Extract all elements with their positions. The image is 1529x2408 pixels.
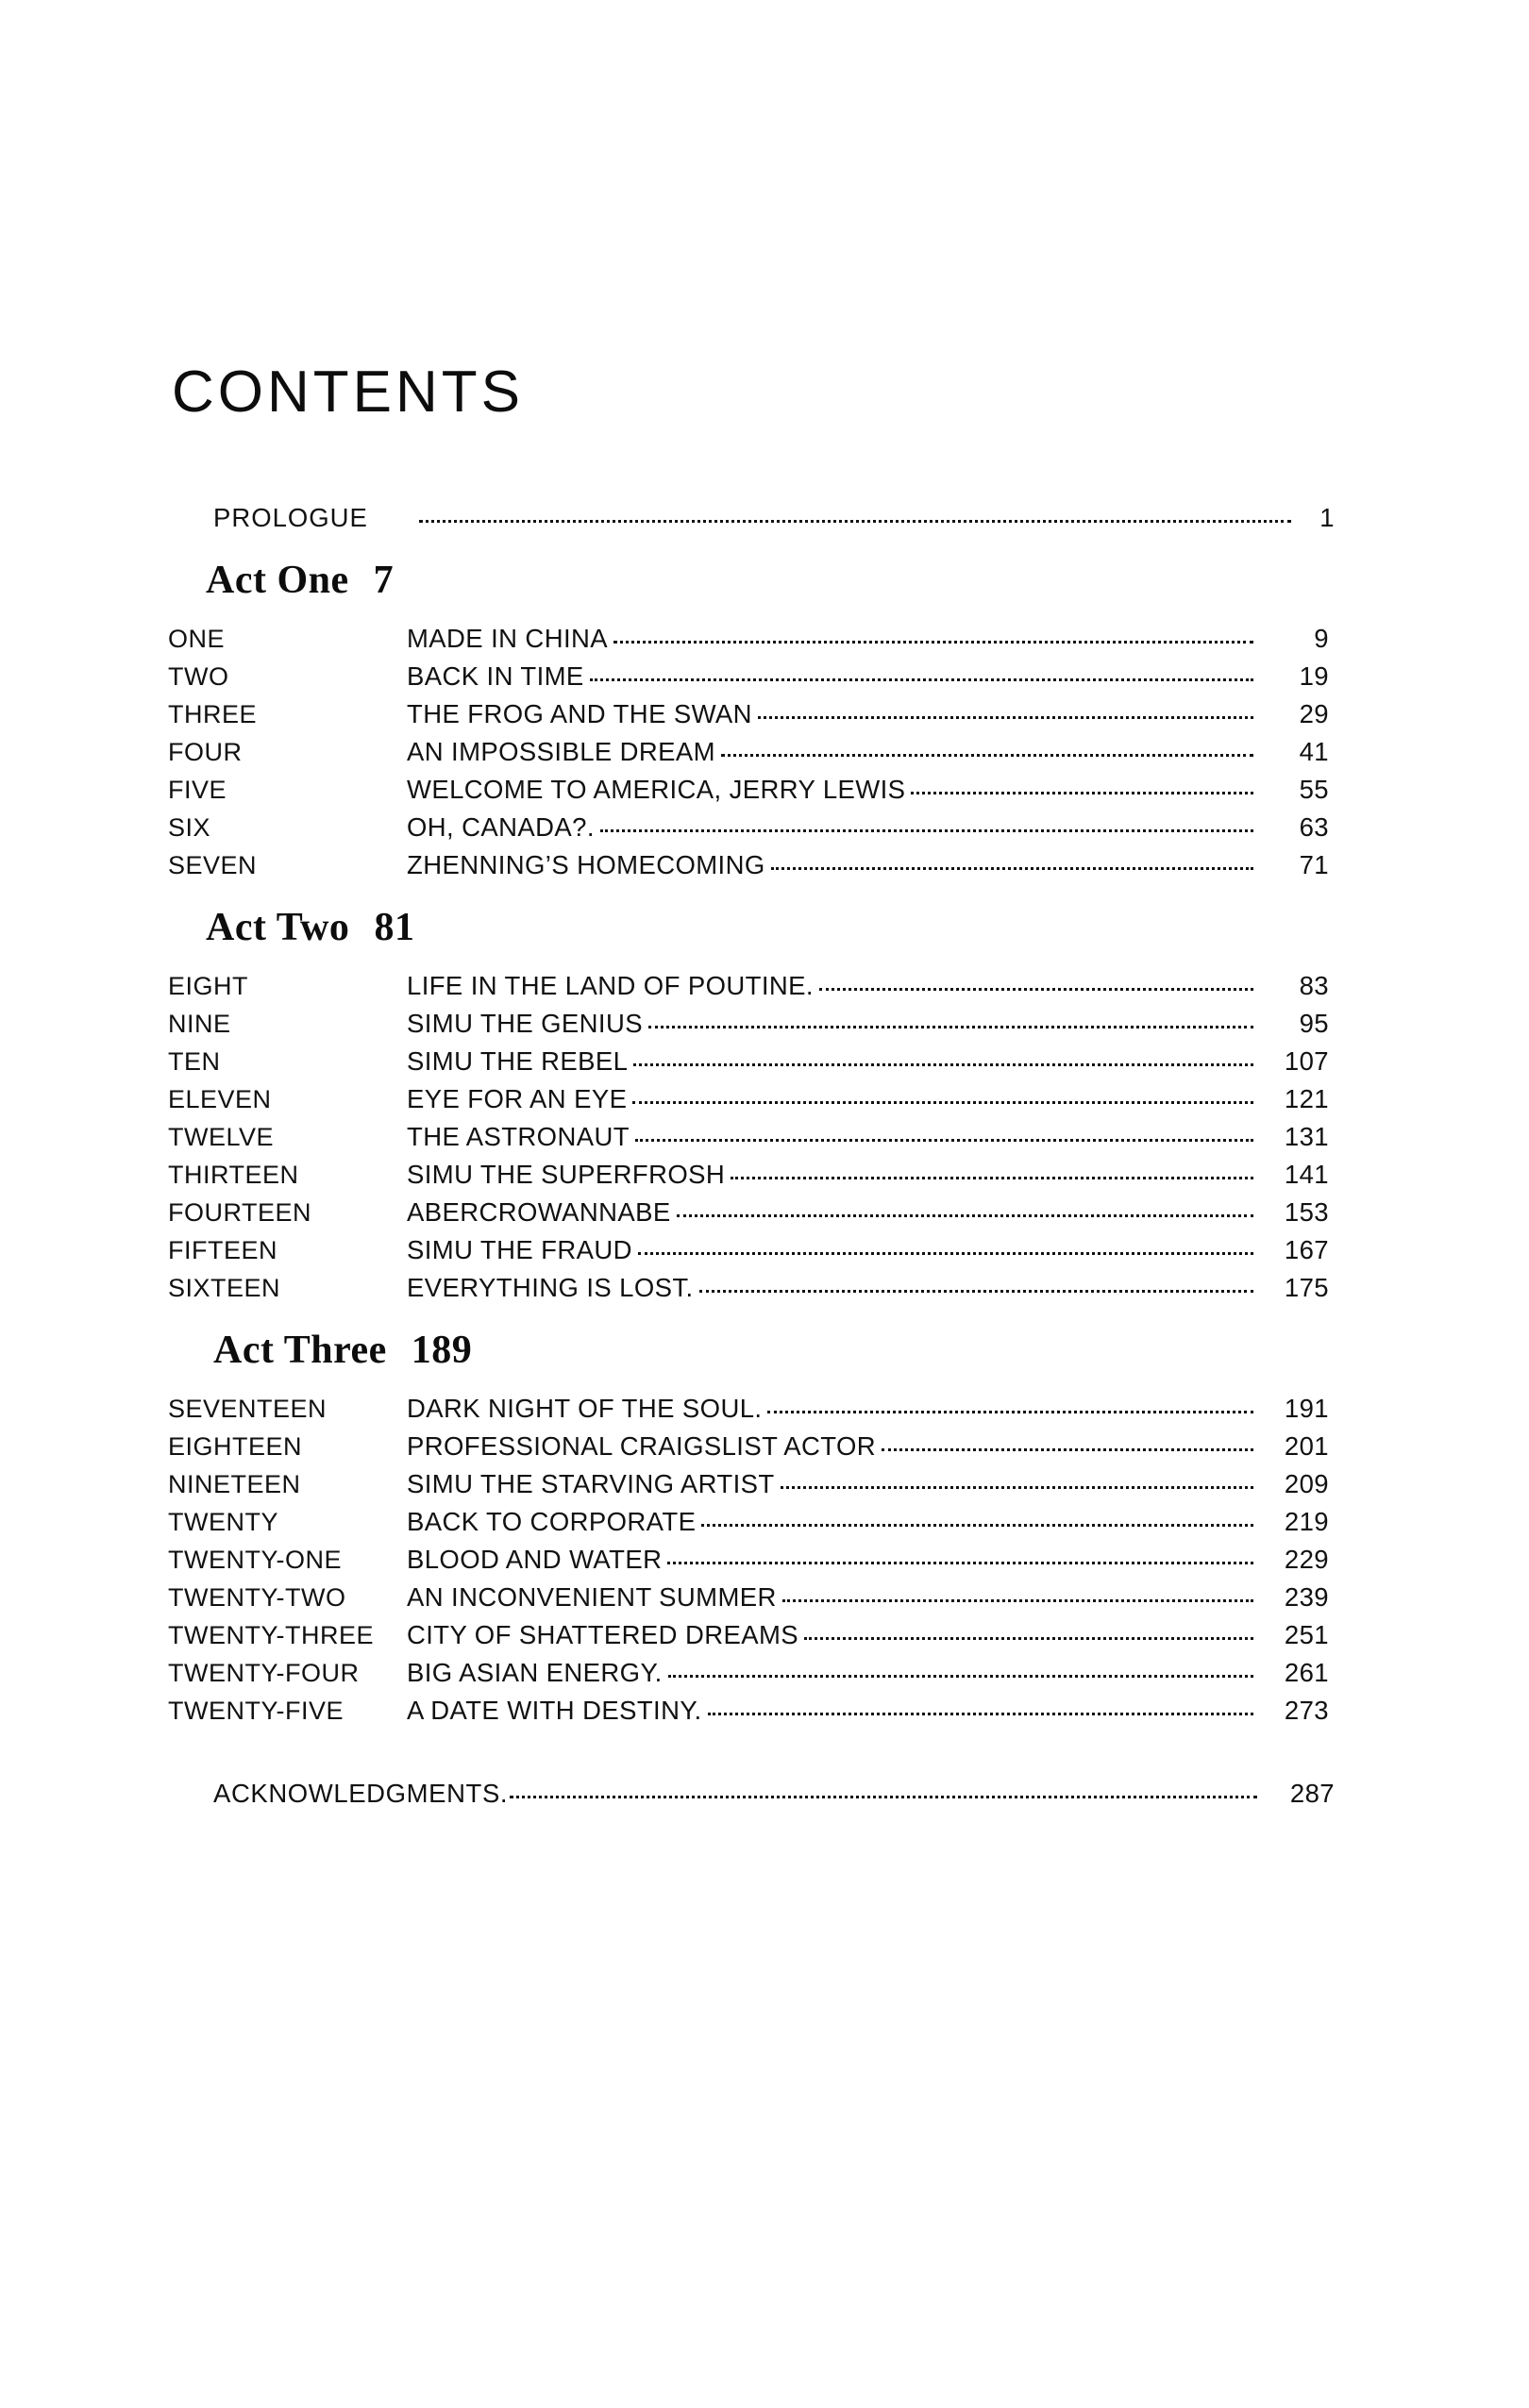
chapter-page-number: 239 (1284, 1582, 1329, 1612)
chapter-number: FIFTEEN (168, 1236, 277, 1264)
chapter-number: TWO (168, 662, 229, 691)
chapter-title: AN INCONVENIENT SUMMER (407, 1582, 777, 1612)
table-row[interactable] (168, 1009, 1329, 1039)
chapter-number: TWENTY-TWO (168, 1583, 346, 1612)
table-row[interactable] (168, 1160, 1329, 1190)
chapter-title: BLOOD AND WATER (407, 1545, 663, 1574)
chapter-title: SIMU THE REBEL (407, 1046, 629, 1076)
dot-leader (781, 1486, 1253, 1489)
table-row[interactable] (168, 624, 1329, 654)
chapter-page-number: 201 (1284, 1431, 1329, 1461)
chapter-title: THE ASTRONAUT (407, 1122, 630, 1151)
prologue-label: PROLOGUE (213, 503, 368, 532)
table-row[interactable] (168, 661, 1329, 692)
dot-leader (819, 988, 1253, 991)
dot-leader (721, 754, 1253, 757)
dot-leader (771, 867, 1253, 870)
chapter-title: ABERCROWANNABE (407, 1197, 671, 1227)
dot-leader (804, 1637, 1253, 1640)
chapter-page-number: 131 (1284, 1122, 1329, 1151)
chapter-page-number: 261 (1284, 1658, 1329, 1687)
chapter-page-number: 153 (1284, 1197, 1329, 1227)
chapter-title: LIFE IN THE LAND OF POUTINE. (407, 971, 814, 1000)
chapter-number: ELEVEN (168, 1085, 272, 1113)
chapter-number: TWENTY-FOUR (168, 1659, 360, 1687)
table-row[interactable] (168, 1658, 1329, 1688)
chapter-number: SIX (168, 813, 211, 842)
chapter-title: THE FROG AND THE SWAN (407, 699, 752, 728)
chapter-title: BACK TO CORPORATE (407, 1507, 697, 1536)
table-row[interactable] (168, 1507, 1329, 1537)
chapter-page-number: 71 (1299, 850, 1329, 879)
table-row[interactable] (168, 812, 1329, 843)
table-row[interactable] (168, 1469, 1329, 1499)
chapter-page-number: 19 (1299, 661, 1329, 691)
dot-leader (782, 1599, 1253, 1602)
dot-leader (701, 1524, 1253, 1527)
chapter-title: OH, CANADA?. (407, 812, 595, 842)
acknowledgments-label: ACKNOWLEDGMENTS. (213, 1779, 509, 1808)
chapter-title: MADE IN CHINA (407, 624, 608, 653)
chapter-page-number: 167 (1284, 1235, 1329, 1264)
dot-leader (632, 1101, 1253, 1104)
chapter-title: CITY OF SHATTERED DREAMS (407, 1620, 799, 1649)
dot-leader (677, 1214, 1253, 1217)
chapter-page-number: 107 (1284, 1046, 1329, 1076)
chapter-title: A DATE WITH DESTINY. (407, 1696, 702, 1725)
act-header-three (213, 1328, 1338, 1373)
dot-leader (613, 641, 1253, 644)
chapter-number: ONE (168, 625, 226, 653)
act-three-page-number: 189 (411, 1329, 473, 1372)
chapter-page-number: 55 (1299, 775, 1329, 804)
dot-leader (731, 1177, 1253, 1179)
chapter-page-number: 9 (1314, 624, 1329, 653)
table-row[interactable] (168, 1394, 1329, 1424)
table-row[interactable] (168, 1620, 1329, 1650)
chapter-number: THREE (168, 700, 258, 728)
chapter-number: TWENTY-ONE (168, 1546, 343, 1574)
chapter-number: SIXTEEN (168, 1274, 281, 1302)
chapter-title: BIG ASIAN ENERGY. (407, 1658, 663, 1687)
chapter-page-number: 141 (1284, 1160, 1329, 1189)
chapter-page-number: 63 (1299, 812, 1329, 842)
chapter-page-number: 29 (1299, 699, 1329, 728)
table-row[interactable] (168, 1273, 1329, 1303)
chapter-number: THIRTEEN (168, 1161, 299, 1189)
chapter-title: SIMU THE SUPERFROSH (407, 1160, 726, 1189)
table-row[interactable] (168, 1582, 1329, 1613)
table-row[interactable] (168, 737, 1329, 767)
chapter-title: EVERYTHING IS LOST. (407, 1273, 694, 1302)
act-three-label: Act Three (213, 1329, 387, 1372)
chapter-number: TWENTY-THREE (168, 1621, 375, 1649)
chapter-title: WELCOME TO AMERICA, JERRY LEWIS (407, 775, 906, 804)
dot-leader (767, 1411, 1253, 1413)
chapter-number: EIGHTEEN (168, 1432, 303, 1461)
chapter-list-act-one (168, 624, 1338, 880)
act-two-page-number: 81 (374, 906, 415, 949)
table-row[interactable] (168, 1696, 1329, 1726)
dot-leader (510, 1796, 1257, 1798)
table-of-contents (168, 359, 1338, 1809)
dot-leader (419, 520, 1291, 523)
chapter-title: SIMU THE STARVING ARTIST (407, 1469, 775, 1498)
prologue-page-number: 1 (1319, 503, 1335, 532)
dot-leader (708, 1713, 1253, 1715)
table-row[interactable] (168, 850, 1329, 880)
chapter-number: TEN (168, 1047, 221, 1076)
dot-leader (600, 829, 1253, 832)
chapter-page-number: 251 (1284, 1620, 1329, 1649)
chapter-page-number: 83 (1299, 971, 1329, 1000)
dot-leader (635, 1139, 1253, 1142)
table-row[interactable] (168, 971, 1329, 1001)
chapter-page-number: 229 (1284, 1545, 1329, 1574)
act-header-one (206, 558, 1338, 603)
table-row[interactable] (168, 775, 1329, 805)
table-row[interactable] (168, 1235, 1329, 1265)
toc-entry-acknowledgments[interactable] (213, 1779, 1335, 1809)
chapter-title: SIMU THE FRAUD (407, 1235, 632, 1264)
chapter-number: TWELVE (168, 1123, 275, 1151)
act-one-label: Act One (206, 559, 349, 602)
dot-leader (699, 1290, 1253, 1293)
act-header-two (206, 905, 1338, 950)
chapter-number: EIGHT (168, 972, 249, 1000)
chapter-page-number: 219 (1284, 1507, 1329, 1536)
table-row[interactable] (168, 699, 1329, 729)
chapter-page-number: 121 (1284, 1084, 1329, 1113)
chapter-title: ZHENNING’S HOMECOMING (407, 850, 765, 879)
chapter-list-act-three (168, 1394, 1338, 1726)
table-row[interactable] (168, 1197, 1329, 1228)
chapter-number: FIVE (168, 776, 227, 804)
table-row[interactable] (168, 1046, 1329, 1077)
chapter-list-act-two (168, 971, 1338, 1303)
chapter-page-number: 95 (1299, 1009, 1329, 1038)
chapter-number: SEVENTEEN (168, 1395, 328, 1423)
page-title: CONTENTS (172, 360, 524, 425)
dot-leader (911, 792, 1253, 794)
table-row[interactable] (168, 1122, 1329, 1152)
dot-leader (638, 1252, 1253, 1255)
act-one-page-number: 7 (373, 559, 395, 602)
chapter-page-number: 209 (1284, 1469, 1329, 1498)
chapter-title: PROFESSIONAL CRAIGSLIST ACTOR (407, 1431, 877, 1461)
dot-leader (633, 1063, 1253, 1066)
toc-entry-prologue[interactable] (213, 503, 1335, 533)
chapter-title: BACK IN TIME (407, 661, 584, 691)
dot-leader (590, 678, 1253, 681)
chapter-number: FOUR (168, 738, 243, 766)
chapter-number: TWENTY-FIVE (168, 1697, 344, 1725)
table-row[interactable] (168, 1545, 1329, 1575)
table-row[interactable] (168, 1431, 1329, 1462)
chapter-number: SEVEN (168, 851, 258, 879)
dot-leader (648, 1026, 1253, 1028)
table-row[interactable] (168, 1084, 1329, 1114)
chapter-title: SIMU THE GENIUS (407, 1009, 643, 1038)
dot-leader (882, 1448, 1253, 1451)
chapter-number: TWENTY (168, 1508, 278, 1536)
chapter-page-number: 273 (1284, 1696, 1329, 1725)
dot-leader (667, 1562, 1253, 1564)
chapter-number: NINE (168, 1010, 231, 1038)
dot-leader (668, 1675, 1253, 1678)
chapter-number: NINETEEN (168, 1470, 301, 1498)
chapter-page-number: 191 (1284, 1394, 1329, 1423)
chapter-page-number: 175 (1284, 1273, 1329, 1302)
acknowledgments-page-number: 287 (1289, 1779, 1335, 1808)
chapter-title: EYE FOR AN EYE (407, 1084, 628, 1113)
chapter-page-number: 41 (1299, 737, 1329, 766)
act-two-label: Act Two (206, 906, 350, 949)
chapter-title: DARK NIGHT OF THE SOUL. (407, 1394, 763, 1423)
dot-leader (758, 716, 1253, 719)
chapter-title: AN IMPOSSIBLE DREAM (407, 737, 715, 766)
chapter-number: FOURTEEN (168, 1198, 312, 1227)
